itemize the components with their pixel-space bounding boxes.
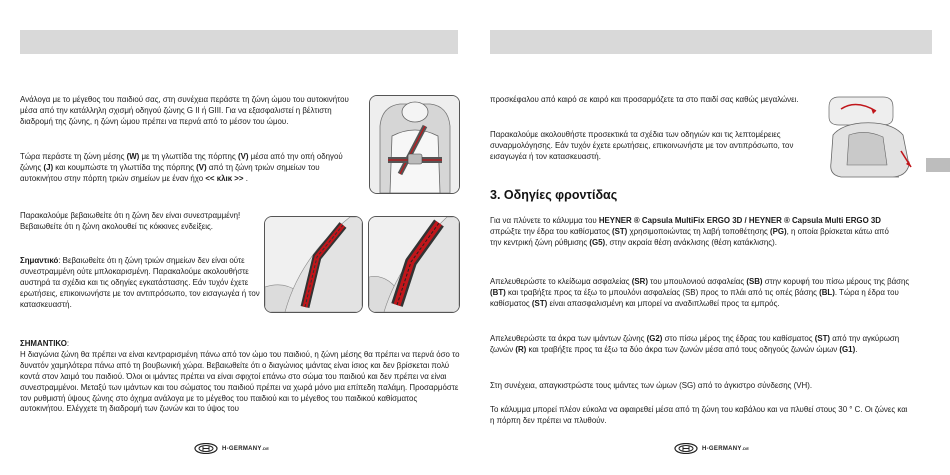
label-pg: (PG) [769,226,787,236]
label-v: (V) [237,152,249,161]
text-run: , στην ακραία θέση ανάκλισης (θέση κατάκλισης). [605,237,777,247]
left-paragraph-1 [20,95,360,128]
text-run: Για να πλύνετε το κάλυμμα του [490,216,599,225]
text-run: και τραβήξτε προς τα έξω τα δύο άκρα των ζωνών μέσα από τους οδηγούς ζωνών ώμων [526,344,840,354]
text-run: Απελευθερώστε τα άκρα των ιμάντων ζώνης [490,334,647,343]
logo-name: H-GERMANY [702,445,742,452]
text-run: Απελευθερώστε το κλείδωμα ασφαλείας [490,277,632,286]
label-r: (R) [515,344,527,354]
left-logo-text [222,446,269,452]
right-footer-logo [674,443,749,454]
left-header-bar [20,30,458,54]
click-label: << κλικ >> [205,173,244,183]
text-run: είναι απασφαλισμένη και μπορεί να αναδιπλωθεί προς τα εμπρός. [547,298,780,308]
text-run: Τώρα περάστε τη ζώνη μέσης [20,152,127,161]
belt-closeup-drawing-1 [265,217,362,312]
text-run: . [855,344,858,354]
belt-routing-figure [369,95,460,194]
logo-suffix: .DE [261,445,270,451]
text-run: από τη ζώνη τριών σημείων του αυτοκινήτου στην πόρπη τριών σημείων με έναν ήχο [20,162,320,183]
note-label: Σημαντικό [20,256,59,265]
logo-name: H-GERMANY [222,445,262,452]
chapter-tab [926,158,950,172]
label-j: (J) [43,162,54,172]
right-paragraph-4 [490,277,915,310]
left-paragraph-3 [20,211,262,233]
label-st: (ST) [531,298,548,308]
belt-closeup-drawing-2 [369,217,459,312]
car-seat-figure [821,95,916,182]
product-name: HEYNER ® Capsula MultiFix ERGO 3D / HEYNER ® Capsula Multi ERGO 3D [598,216,881,225]
label-g5: (G5) [589,237,606,247]
text-run: σπρώξτε την έδρα του καθίσματος [490,226,612,236]
text-run: και τραβήξτε προς τα έξω το μπουλόνι ασφαλείας (SB) προς το πλάι από τις οπές βάσης [505,287,820,297]
label-g1: (G1) [839,344,856,354]
belt-routing-drawing [370,96,459,193]
right-p1-text: προσκέφαλου από καιρό σε καιρό και προσαρμόζετε τα στο παιδί σας καθώς μεγαλώνει. [490,95,799,104]
label-v: (V) [196,162,207,172]
belt-closeup-figure-2 [368,216,460,313]
h-germany-logo-icon [674,443,698,454]
text-run: με τη γλωττίδα της πόρπης [139,152,238,161]
left-paragraph-2 [20,152,360,185]
logo-suffix: .DE [741,445,750,451]
text-run: μέσα από την οπή οδηγού ζώνης [20,152,343,172]
right-paragraph-5 [490,334,915,356]
right-page [475,0,950,475]
left-p1-text: Ανάλογα με το μέγεθος του παιδιού σας, στη συνέχεια περάστε τη ζώνη ώμου του αυτοκινήτου μέσα από την κατάλληλη σχισμή οδηγού ζώνης G II ή GIII. Για να εξασφαλιστεί η βέλτιστη διαδρομή της ζώνης, η ζώνη ώμου πρέπει να περνά από το μέσον του ώμου. [20,95,349,126]
right-paragraph-3 [490,216,900,249]
text-run: . Τώρα η έδρα του καθίσματος [490,287,899,308]
label-g2: (G2) [646,334,663,343]
left-p3-text: Παρακαλούμε βεβαιωθείτε ότι η ζώνη δεν είναι συνεστραμμένη! Βεβαιωθείτε ότι η ζώνη ακολουθεί τις κόκκινες ενδείξεις. [20,211,241,231]
important-text: Η διαγώνια ζώνη θα πρέπει να είναι κεντραρισμένη πάνω από τον ώμο του παιδιού, η ζώνη μέσης θα πρέπει να περνά όσο το δυνατόν χαμηλότερα πάνω από τη βουβωνική χώρα. Βεβαιωθείτε ότι ο διαγώνιος ιμάντας είναι ίσιος και δεν βρίσκεται πολύ κοντά στον λαιμό του παιδιού. Όλοι οι ιμάντες πρέπει να είναι σφιχτοί επάνω στο σώμα του παιδιού και δεν πρέπει να είναι συνεστραμμένοι. Μεταξύ των ιμάντων και του σώματος του παιδιού πρέπει να χωρά μόνο μια επίπεδη παλάμη. Προσαρμόστε τον ρυθμιστή ύψους ζώνης στο όχημα ανάλογα με το μέγεθος του παιδιού και το μέγεθος του παιδικού καθίσματος αυτοκινήτου. Ελέγχετε τη διαδρομή των ζωνών και το ύψος του [20,349,460,414]
text-run: από την αγκύρωση ζωνών [490,334,900,354]
label-bt: (BT) [490,287,506,297]
label-bl: (BL) [819,287,835,297]
text-run: στην κορυφή του πίσω μέρους της βάσης [762,277,910,286]
label-sr: (SR) [631,277,648,286]
right-paragraph-7 [490,405,910,427]
right-paragraph-1 [490,95,802,106]
text-run: στο πίσω μέρος της έδρας του καθίσματος [662,334,815,343]
right-header-bar [490,30,932,54]
right-paragraph-6 [490,381,915,392]
care-instructions-heading: 3. Οδηγίες φροντίδας [490,188,618,202]
car-seat-drawing [821,95,916,182]
right-p6-text: Στη συνέχεια, απαγκιστρώστε τους ιμάντες των ώμων (SG) από το άγκιστρο σύνδεσης (VH). [490,381,813,390]
left-footer-logo [194,443,269,454]
right-logo-text [702,446,749,452]
label-sb: (SB) [746,277,763,286]
right-p2-text: Παρακαλούμε ακολουθήστε προσεκτικά τα σχέδια των οδηγιών και τις λεπτομέρειες συναρμολόγησης. Εάν τυχόν έχετε ερωτήσεις, επικοινωνήστε με τον αντιπρόσωπο, τον εισαγωγέα ή τον κατασκευαστή. [490,130,794,161]
text-run: , η οποία βρίσκεται κάτω από την κεντρική ζώνη ρύθμισης [490,226,889,247]
text-run: : [66,339,70,348]
h-germany-logo-icon [194,443,218,454]
label-st: (ST) [814,334,831,343]
belt-closeup-figure-1 [264,216,363,313]
label-w: (W) [126,152,140,161]
text-run: χρησιμοποιώντας τη λαβή τοποθέτησης [627,226,770,236]
important-block [20,339,460,415]
important-label: ΣΗΜΑΝΤΙΚΟ [20,339,67,348]
right-paragraph-2 [490,130,825,163]
note-text: : Βεβαιωθείτε ότι η ζώνη τριών σημείων δεν είναι ούτε συνεστραμμένη ούτε μπλοκαρισμένη. Παρακαλούμε ακολουθήστε αυστηρά τα σχέδια και τις οδηγίες εγκατάστασης. Εάν τυχόν έχετε ερωτήσεις, επικοινωνήστε με τον αντιπρόσωπο, τον εισαγωγέα ή τον κατασκευαστή. [20,256,260,309]
text-run: . [243,173,248,183]
label-st: (ST) [611,226,628,236]
text-run: του μπουλονιού ασφαλείας [647,277,747,286]
important-note [20,256,262,311]
text-run: και κουμπώστε τη γλωττίδα της πόρπης [53,162,197,172]
right-p7-text: Το κάλυμμα μπορεί πλέον εύκολα να αφαιρεθεί μέσα από τη ζώνη του καβάλου και να πλυθεί στους 30 ° C. Οι ζώνες και η πόρπη δεν πρέπει να πλυθούν. [490,405,908,425]
